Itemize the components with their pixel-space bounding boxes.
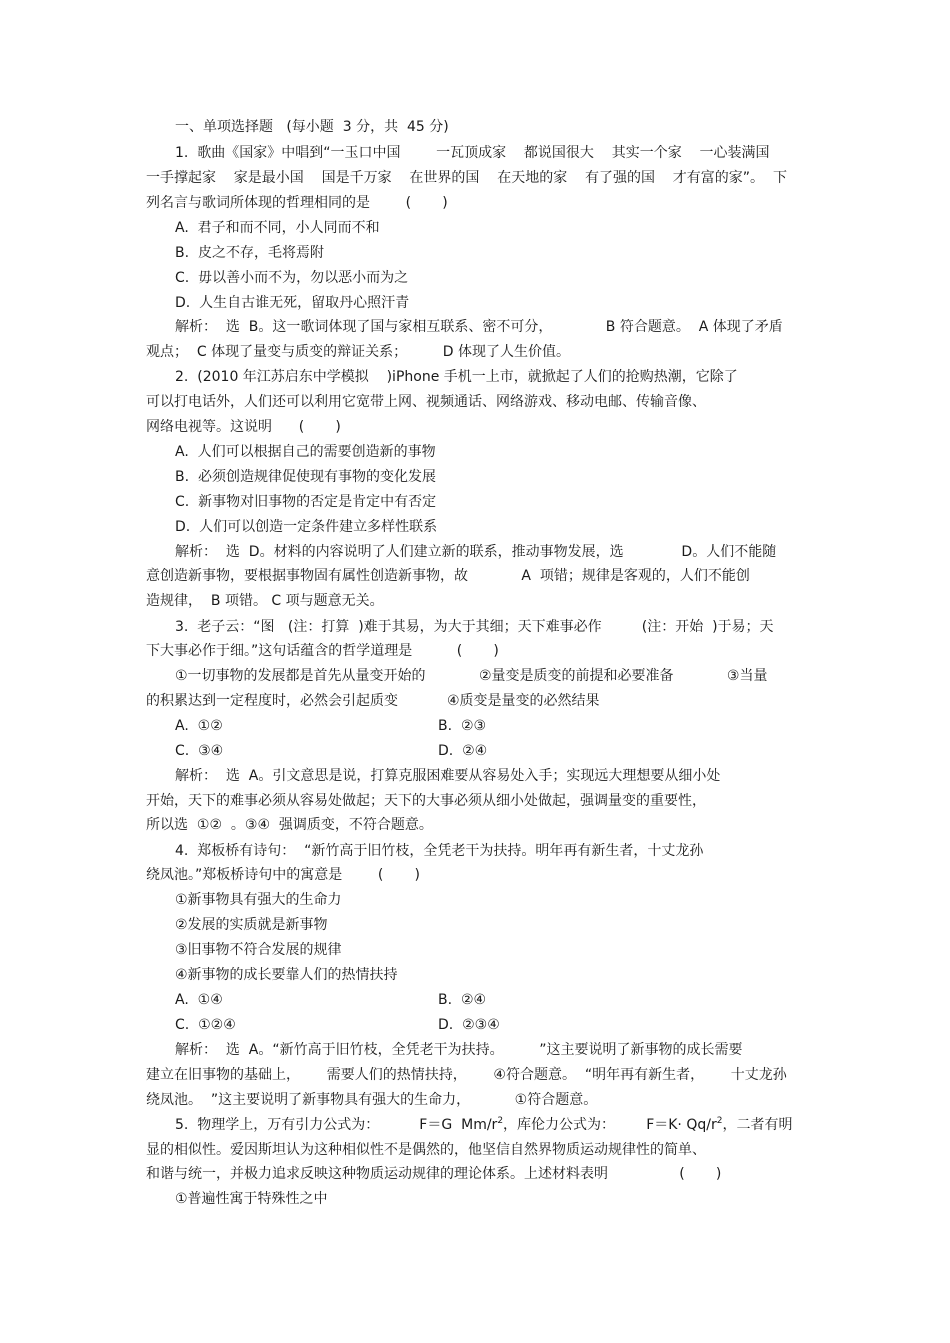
q5-stem-text-2: ，库伦力公式为： F＝K· Qq/r xyxy=(503,1117,717,1133)
q4-option-b: B. ②④ xyxy=(438,992,487,1008)
q3-stem-line-2: 下大事必作于细。”这句话蕴含的哲学道理是 ( ) xyxy=(146,643,499,659)
q5-stem-line-3: 和谐与统一，并极力追求反映这种物质运动规律的理论体系。上述材料表明 ( ) xyxy=(146,1166,722,1182)
q1-stem-line-3: 列名言与歌词所体现的哲理相同的是 ( ) xyxy=(146,195,448,211)
q5-stem-line-2: 显的相似性。爱因斯坦认为这种相似性不是偶然的，他坚信自然界物质运动规律性的简单、 xyxy=(146,1142,706,1158)
q3-item-line-1: ①一切事物的发展都是首先从量变开始的 ②量变是质变的前提和必要准备 ③当量 xyxy=(175,668,768,684)
q4-item-4: ④新事物的成长要靠人们的热情扶持 xyxy=(175,967,398,983)
q4-analysis-line-2: 建立在旧事物的基础上， 需要人们的热情扶持， ④符合题意。 “明年再有新生者， 十丈龙孙 xyxy=(146,1067,787,1083)
q4-item-1: ①新事物具有强大的生命力 xyxy=(175,892,342,908)
q2-option-d: D. 人们可以创造一定条件建立多样性联系 xyxy=(175,519,438,535)
q3-analysis-line-1: 解析： 选 A。引文意思是说，打算克服困难要从容易处入手；实现远大理想要从细小处 xyxy=(175,768,721,784)
q1-option-b: B. 皮之不存，毛将焉附 xyxy=(175,245,324,261)
q5-exponent-1: 2 xyxy=(497,1116,504,1126)
q2-stem-line-2: 可以打电话外，人们还可以利用它宽带上网、视频通话、网络游戏、移动电邮、传输音像、 xyxy=(146,394,706,410)
q4-item-3: ③旧事物不符合发展的规律 xyxy=(175,942,342,958)
q1-stem-line-2: 一手撑起家 家是最小国 国是千万家 在世界的国 在天地的家 有了强的国 才有富的家”。 下 xyxy=(146,170,787,186)
q2-analysis-line-3: 造规律， B 项错。 C 项与题意无关。 xyxy=(146,593,384,609)
q4-analysis-line-3: 绕凤池。 ”这主要说明了新事物具有强大的生命力， ①符合题意。 xyxy=(146,1092,598,1108)
q3-option-a: A. ①② xyxy=(175,718,223,734)
q1-analysis-line-2: 观点； C 体现了量变与质变的辩证关系； D 体现了人生价值。 xyxy=(146,344,570,360)
q3-option-c: C. ③④ xyxy=(175,743,224,759)
q2-option-b: B. 必须创造规律促使现有事物的变化发展 xyxy=(175,469,436,485)
q4-analysis-line-1: 解析： 选 A。“新竹高于旧竹枝，全凭老干为扶持。 ”这主要说明了新事物的成长需要 xyxy=(175,1042,743,1058)
q4-option-d: D. ②③④ xyxy=(438,1017,500,1033)
q4-option-c: C. ①②④ xyxy=(175,1017,236,1033)
q2-stem-line-3: 网络电视等。这说明 ( ) xyxy=(146,419,341,435)
q3-analysis-line-2: 开始，天下的难事必须从容易处做起；天下的大事必须从细小处做起，强调量变的重要性， xyxy=(146,793,706,809)
q4-stem-line-2: 绕凤池。”郑板桥诗句中的寓意是 ( ) xyxy=(146,867,420,883)
q5-item-1: ①普遍性寓于特殊性之中 xyxy=(175,1191,328,1207)
q2-option-c: C. 新事物对旧事物的否定是肯定中有否定 xyxy=(175,494,437,510)
q5-exponent-2: 2 xyxy=(716,1116,723,1126)
q3-option-b: B. ②③ xyxy=(438,718,487,734)
q4-item-2: ②发展的实质就是新事物 xyxy=(175,917,328,933)
q3-stem-line-1: 3. 老子云：“图 (注：打算 )难于其易，为大于其细；天下难事必作 (注：开始 )于易；天 xyxy=(175,619,774,635)
q5-stem-text-3: ，二者有明 xyxy=(722,1117,793,1133)
q2-option-a: A. 人们可以根据自己的需要创造新的事物 xyxy=(175,444,436,460)
q2-stem-line-1: 2. (2010 年江苏启东中学模拟 )iPhone 手机一上市，就掀起了人们的抢购热潮，它除了 xyxy=(175,369,738,385)
q1-option-c: C. 毋以善小而不为，勿以恶小而为之 xyxy=(175,270,409,286)
q3-analysis-line-3: 所以选 ①② 。③④ 强调质变，不符合题意。 xyxy=(146,817,433,833)
q1-option-d: D. 人生自古谁无死，留取丹心照汗青 xyxy=(175,295,410,311)
q1-analysis-line-1: 解析： 选 B。这一歌词体现了国与家相互联系、密不可分， B 符合题意。 A 体现了矛盾 xyxy=(175,319,783,335)
q4-stem-line-1: 4. 郑板桥有诗句： “新竹高于旧竹枝，全凭老干为扶持。明年再有新生者，十丈龙孙 xyxy=(175,843,704,859)
q2-analysis-line-2: 意创造新事物，要根据事物固有属性创造新事物，故 A 项错；规律是客观的，人们不能创 xyxy=(146,568,750,584)
section-heading: 一、单项选择题 (每小题 3 分，共 45 分) xyxy=(175,119,449,135)
q5-stem-text-1: 5. 物理学上，万有引力公式为： F＝G Mm/r xyxy=(175,1117,498,1133)
q4-option-a: A. ①④ xyxy=(175,992,223,1008)
q5-stem-line-1 xyxy=(175,1115,792,1135)
q1-option-a: A. 君子和而不同，小人同而不和 xyxy=(175,220,380,236)
q2-analysis-line-1: 解析： 选 D。材料的内容说明了人们建立新的联系，推动事物发展，选 D。人们不能随 xyxy=(175,544,777,560)
q3-option-d: D. ②④ xyxy=(438,743,488,759)
q1-stem-line-1: 1. 歌曲《国家》中唱到“一玉口中国 一瓦顶成家 都说国很大 其实一个家 一心装满国 xyxy=(175,145,770,161)
q3-item-line-2: 的积累达到一定程度时，必然会引起质变 ④质变是量变的必然结果 xyxy=(146,693,600,709)
